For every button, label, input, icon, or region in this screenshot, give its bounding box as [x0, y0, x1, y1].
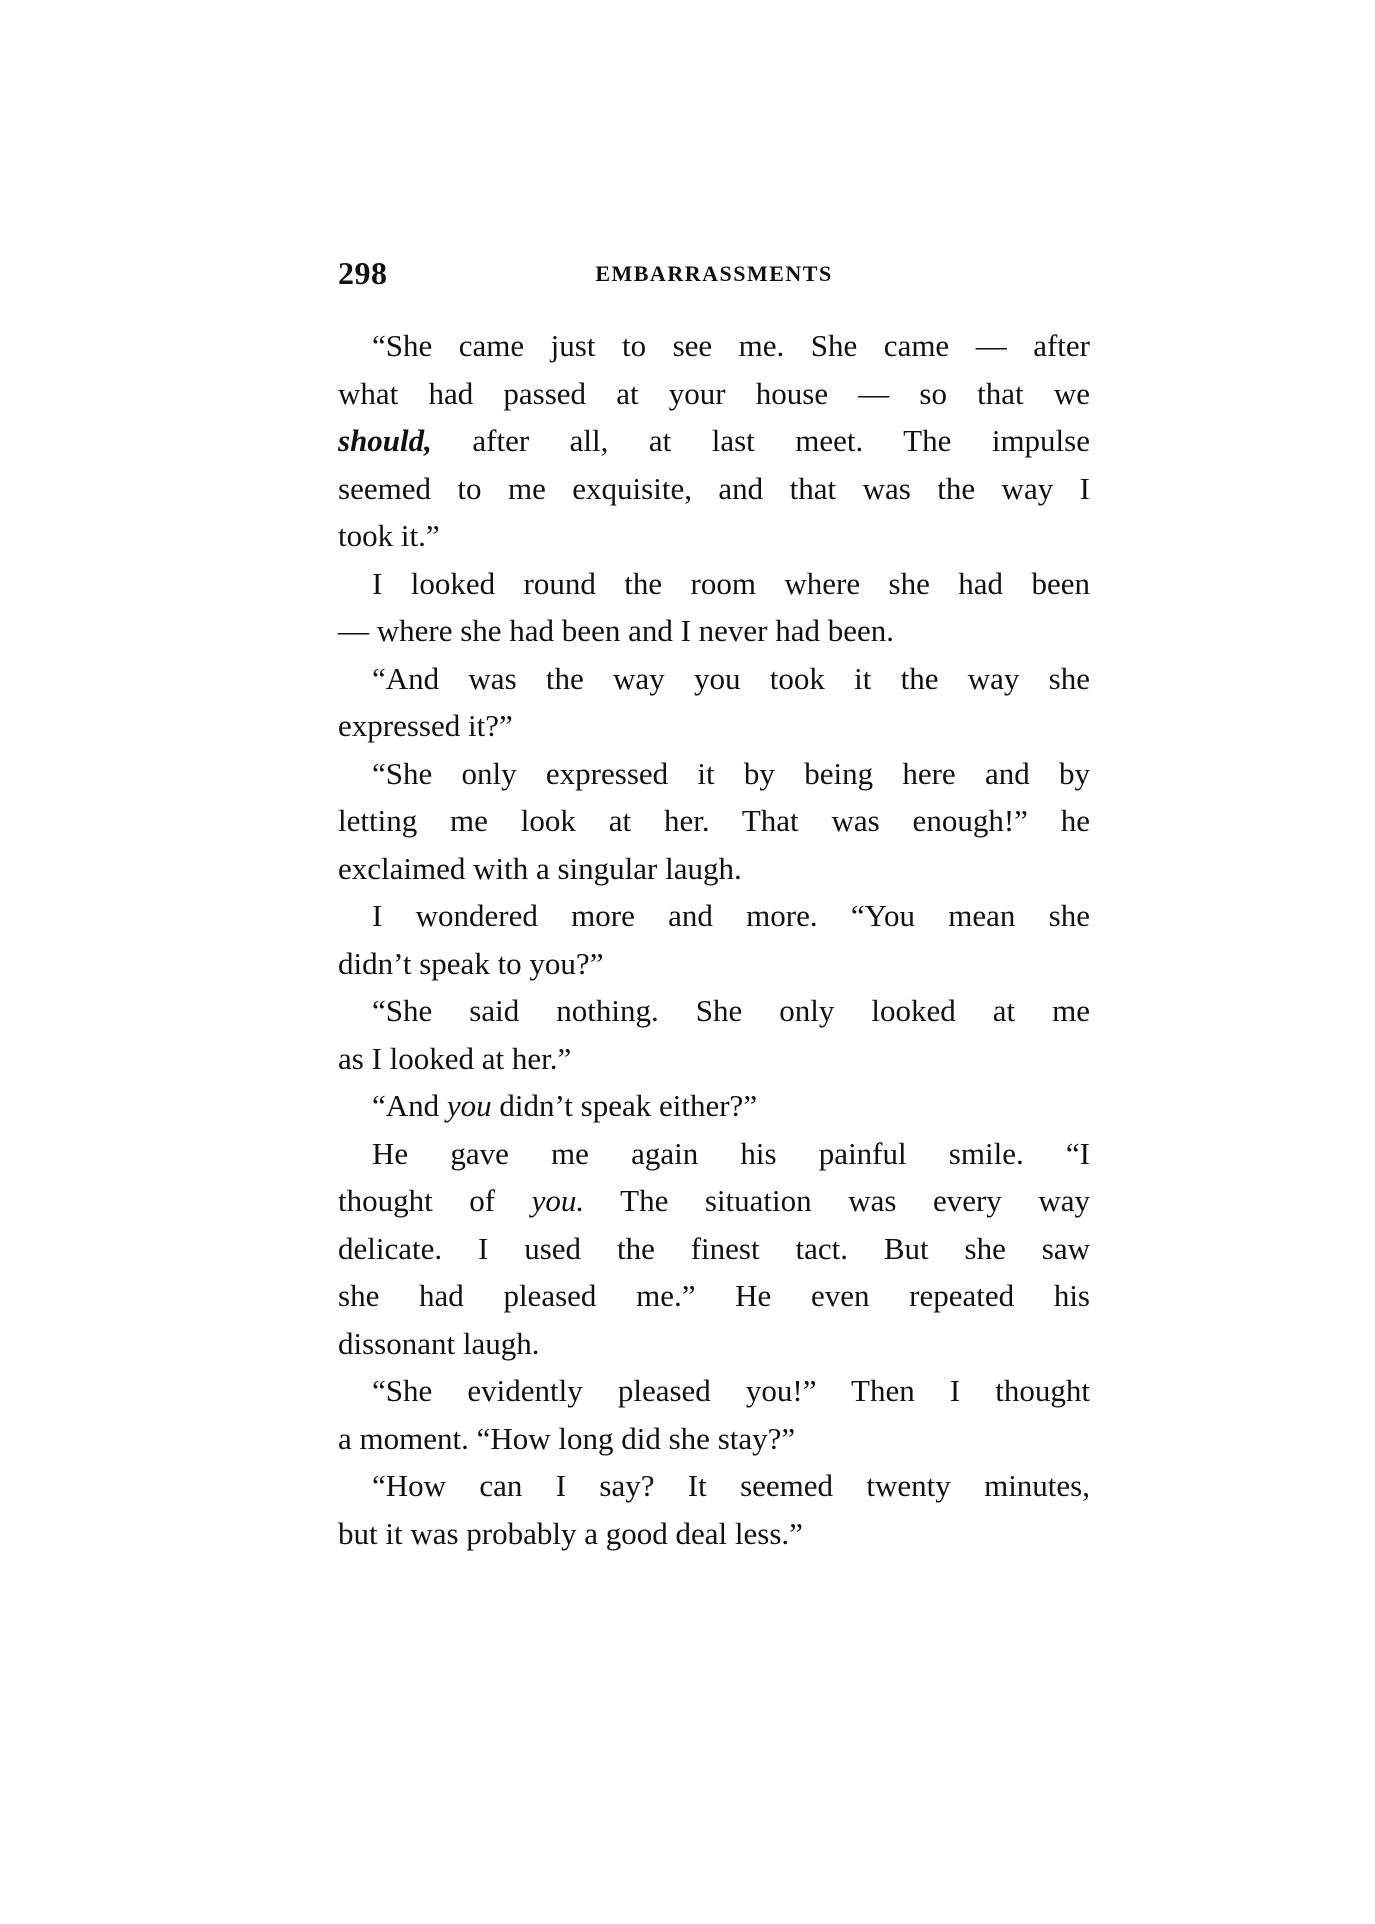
paragraph-3 — [338, 655, 1090, 750]
text-line — [338, 1082, 1090, 1130]
text-line: she had pleased me.” He even repeated his — [338, 1278, 1090, 1313]
text-line: what had passed at your house — so that we — [338, 375, 1090, 411]
text-line: took it.” — [338, 518, 440, 553]
text-fragment: thought of — [338, 1183, 532, 1218]
text-line: “She came just to see me. She came — after — [372, 328, 1090, 363]
italic-word: you — [446, 1088, 492, 1123]
text-line: exclaimed with a singular laugh. — [338, 850, 742, 886]
text-line: I wondered more and more. “You mean she — [372, 898, 1090, 933]
text-line: letting me look at her. That was enough!” he — [338, 803, 1090, 838]
chapter-title: EMBARRASSMENTS — [595, 261, 833, 286]
paragraph-7 — [338, 1082, 1090, 1130]
text-fragment: The situation was every way — [584, 1183, 1090, 1218]
text-fragment: didn’t speak either?” — [491, 1088, 758, 1123]
text-line: He gave me again his painful smile. “I — [372, 1135, 1090, 1171]
text-line: expressed it?” — [338, 708, 513, 743]
text-line: I looked round the room where she had been — [372, 565, 1090, 601]
text-line: a moment. “How long did she stay?” — [338, 1420, 796, 1456]
text-fragment: “And — [372, 1088, 447, 1123]
italic-word: you. — [531, 1183, 585, 1218]
paragraph-9 — [338, 1367, 1090, 1462]
text-line: dissonant laugh. — [338, 1325, 540, 1361]
text-line — [338, 417, 1090, 465]
text-line: — where she had been and I never had been. — [338, 613, 895, 648]
text-line: delicate. I used the finest tact. But she saw — [338, 1230, 1090, 1266]
text-line: seemed to me exquisite, and that was the way I — [338, 470, 1090, 506]
paragraph-4 — [338, 750, 1090, 893]
text-line: “She evidently pleased you!” Then I thought — [372, 1373, 1090, 1408]
paragraph-8 — [338, 1130, 1090, 1368]
text-line — [338, 1177, 1090, 1225]
paragraph-5 — [338, 892, 1090, 987]
text-line: “She said nothing. She only looked at me — [372, 993, 1090, 1028]
body-text — [338, 322, 1090, 1557]
text-line: but it was probably a good deal less.” — [338, 1515, 803, 1551]
text-fragment: after all, at last meet. The impulse — [431, 423, 1090, 458]
page-number: 298 — [338, 255, 388, 291]
paragraph-10 — [338, 1462, 1090, 1557]
text-line: as I looked at her.” — [338, 1040, 572, 1076]
paragraph-2 — [338, 560, 1090, 655]
paragraph-1 — [338, 322, 1090, 560]
paragraph-6 — [338, 987, 1090, 1082]
text-line: “And was the way you took it the way she — [372, 660, 1090, 696]
text-line: didn’t speak to you?” — [338, 945, 604, 981]
italic-word: should, — [338, 423, 432, 458]
running-head — [338, 255, 1090, 295]
text-line: “She only expressed it by being here and by — [372, 755, 1090, 791]
text-line: “How can I say? It seemed twenty minutes, — [372, 1468, 1090, 1503]
